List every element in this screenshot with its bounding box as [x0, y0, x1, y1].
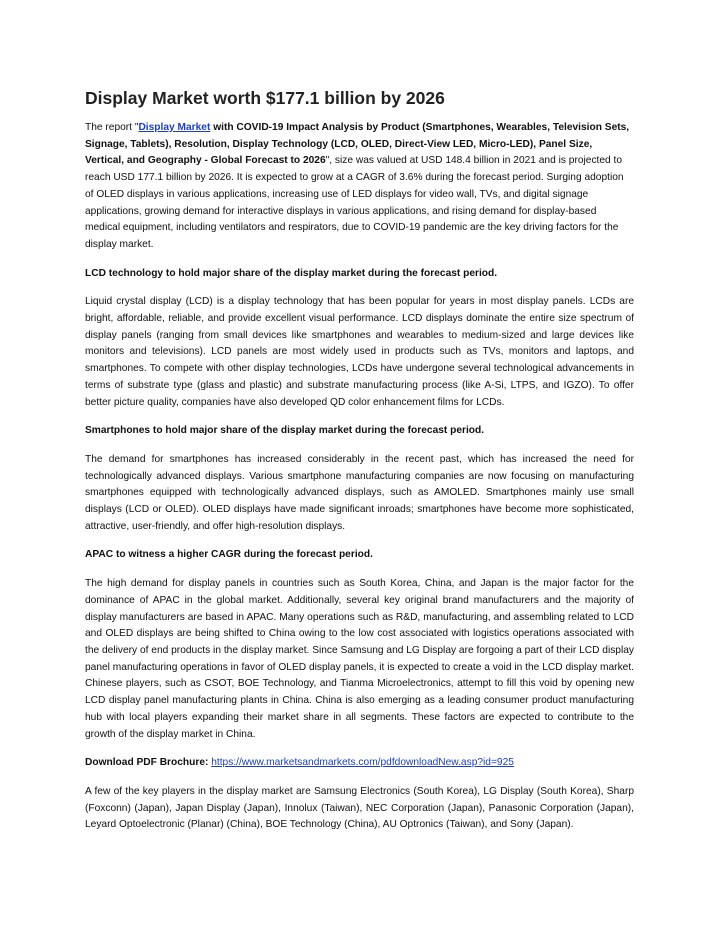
brochure-label: Download PDF Brochure:	[85, 757, 209, 769]
section-heading-smartphones: Smartphones to hold major share of the display market during the forecast period.	[85, 425, 485, 437]
section-heading-apac: APAC to witness a higher CAGR during the forecast period.	[85, 549, 373, 561]
brochure-line	[85, 755, 634, 772]
intro-prefix: The report "	[85, 122, 139, 133]
intro-rest: ", size was valued at USD 148.4 billion in 2021 and is projected to reach USD 177.1 billion by 2026. It is expected to grow at a CAGR of 3.6% during the forecast period. Surging adoption of OLED displays in various applications, increasing use of LED displays for video wall, TVs, and digital signage applications, growing demand for interactive displays in various applications, and rising demand for display-based medical equipment, including ventilators and respirators, due to COVID-19 pandemic are the key driving factors for the display market.	[85, 155, 624, 250]
display-market-link[interactable]: Display Market	[138, 122, 211, 133]
report-title-bold: with COVID-19 Impact Analysis by Product (Smartphones, Wearables, Television Sets, Signage, Tablets), Resolution, Display Technology (LCD, OLED, Direct-View LED, Micro-LED), Panel Size, Vertical, and Geography - Global Forecast to 2026	[85, 122, 630, 167]
section-body-smartphones: The demand for smartphones has increased considerably in the recent past, which has increased the need for technologically advanced displays. Various smartphone manufacturing companies are now focusing on manufacturing smartphones equipped with technologically advanced displays, such as AMOLED. Smartphones mainly use small displays (LCD or OLED). OLED displays have made significant inroads; smartphones have become more sophisticated, attractive, user-friendly, and offer high-resolution displays.	[85, 453, 634, 532]
document-content	[85, 86, 634, 846]
section-body-lcd: Liquid crystal display (LCD) is a display technology that has been popular for years in most display panels. LCDs are bright, affordable, reliable, and provide excellent visual performance. LCD displays dominate the entire size spectrum of display panels (ranging from small devices like smartphones and wearables to medium-sized and large devices like monitors and televisions). LCD panels are most widely used in products such as TVs, monitors and laptops, and smartphones. To compete with other display technologies, LCDs have undergone several technological advancements in terms of substrate type (glass and plastic) and substrate manufacturing process (like A-Si, LTPS, and IGZO). To offer better picture quality, companies have also developed QD color enhancement films for LCDs.	[85, 296, 634, 408]
section-body-apac: The high demand for display panels in countries such as South Korea, China, and Japan is the major factor for the dominance of APAC in the global market. Additionally, several key original brand manufacturers and the majority of display manufacturers are based in APAC. Many operations such as R&D, manufacturing, and assembling related to LCD and OLED displays are being shifted to China owing to the low cost associated with logistics operations associated with the delivery of end products in the display market. Since Samsung and LG Display are forgoing a part of their LCD display panel manufacturing operations in favor of OLED display panels, it is expected to create a void in the LCD display market. Chinese players, such as CSOT, BOE Technology, and Tianma Microelectronics, attempt to fill this void by opening new LCD display panel manufacturing plants in China. China is also emerging as a leading consumer product manufacturing hub with local players expanding their market share in all segments. These factors are expected to contribute to the growth of the display market in China.	[85, 578, 634, 740]
brochure-link[interactable]: https://www.marketsandmarkets.com/pdfdownloadNew.asp?id=925	[211, 757, 514, 769]
section-heading-lcd: LCD technology to hold major share of the display market during the forecast period.	[85, 267, 498, 279]
key-players-paragraph: A few of the key players in the display market are Samsung Electronics (South Korea), LG Display (South Korea), Sharp (Foxconn) (Japan), Japan Display (Japan), Innolux (Taiwan), NEC Corporation (Japan), Panasonic Corporation (Japan), Leyard Optoelectronic (Planar) (China), BOE Technology (China), AU Optronics (Taiwan), and Sony (Japan).	[85, 785, 634, 831]
page-title: Display Market worth $177.1 billion by 2026	[85, 88, 445, 108]
intro-paragraph	[85, 120, 634, 254]
